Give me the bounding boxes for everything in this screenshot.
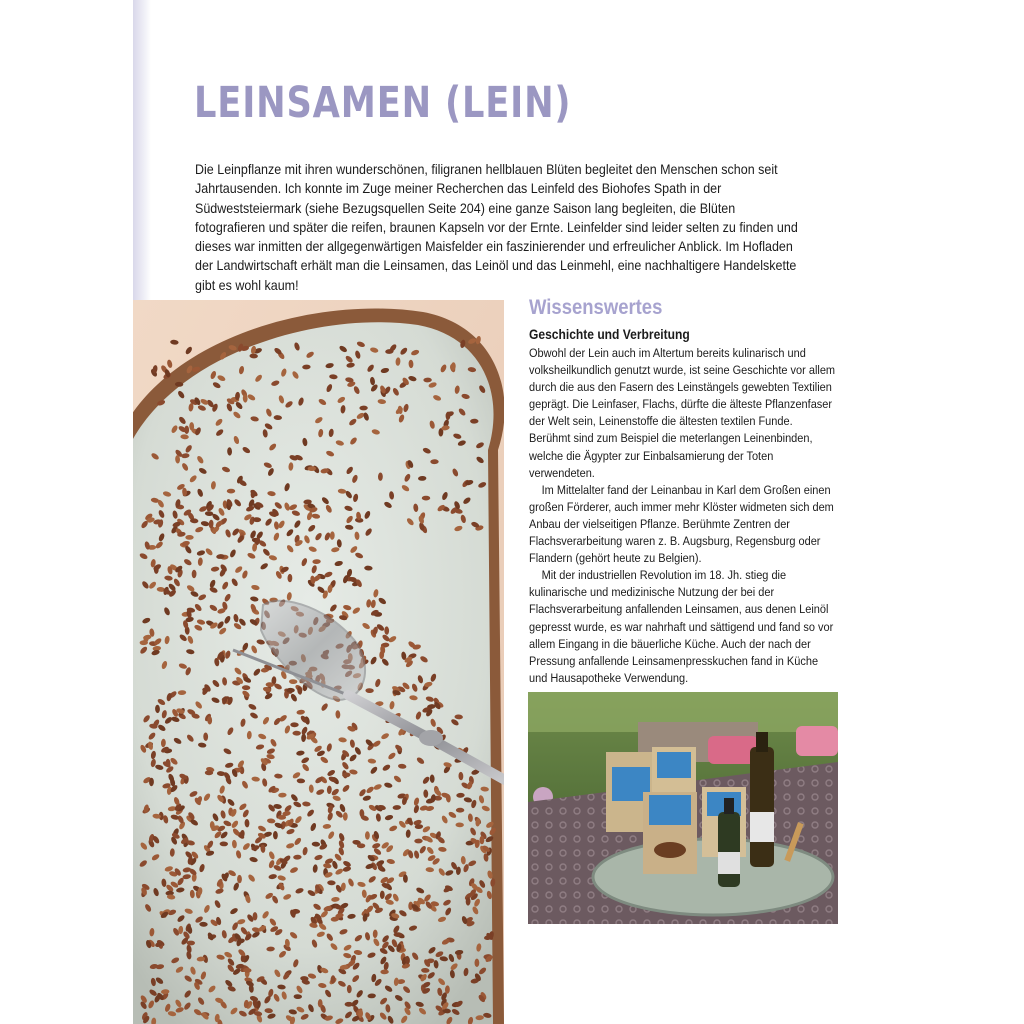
flax-products-photo (528, 692, 838, 924)
flaxseed-photo (133, 300, 504, 1024)
body-paragraph-3: Mit der industriellen Revolution im 18. Jh. stieg die kulinarische und medizinische Nutzung der bei der Flachsverarbeitung anfallenden Leinsamen, aus denen Leinöl gepresst wurde, es war nahrhaft und sättigend und fand so vor allem Eingang in die bäuerliche Küche. Auch der nach der Pressung anfallende Leinsamenpresskuchen fand in Küche und Hausapotheke Verwendung. (529, 568, 834, 685)
page-margin (0, 0, 133, 1024)
flaxseed (237, 875, 242, 883)
page-title: LEINSAMEN (LEIN) (194, 78, 572, 128)
flaxseed (422, 496, 430, 501)
flaxseed (480, 836, 485, 844)
flaxseed (227, 489, 235, 494)
flaxseed (365, 831, 370, 839)
body-paragraph-1: Obwohl der Lein auch im Altertum bereits kulinarisch und volksheilkundlich genutzt wurde, ist seine Geschichte vor allem durch die aus den Fasern des Leinstängels gewebten Textilien geprägt. Die Leinfaser, Flachs, dürfte die älteste Pflanzenfaser der Welt sein, Leinenstoffe die ältesten textilen Funde. Berühmt sind zum Beispiel die meterlangen Leinenbinden, welche die Ägypter zur Einbalsamierung der Toten verwendeten. (529, 346, 836, 480)
intro-text (195, 160, 802, 295)
body-paragraph-2: Im Mittelalter fand der Leinanbau in Karl dem Großen einen großen Förderer, auch immer mehr Klöster widmeten sich dem Anbau der vielseitigen Pflanze. Berühmte Zentren der Flachsverarbeitung waren z. B. Augsburg, Regensburg oder Flandern (gehört heute zu Belgien). (529, 482, 834, 566)
flaxseed-photo-svg (133, 300, 504, 1024)
flaxseed (185, 535, 193, 540)
intro-paragraph: Die Leinpflanze mit ihren wunderschönen, filigranen hellblauen Blüten begleitet den Menschen schon seit Jahrtausenden. Ich konnte im Zuge meiner Recherchen das Leinfeld des Biohofes Spath in der Südweststeiermark (siehe Bezugsquellen Seite 204) eine ganze Saison lang begleiten, die Blüten fotografieren und später die reifen, braunen Kapseln vor der Ernte. Leinfelder sind leider selten zu finden und dieses war inmitten der allgegenwärtigen Maisfelder ein faszinierender und erfreulicher Anblick. Im Hofladen der Landwirtschaft erhält man die Leinsamen, das Leinöl und das Leinmehl, eine nachhaltigere Handelskette gibt es wohl kaum! (195, 162, 798, 293)
oil-bottle (750, 747, 774, 867)
flaxseed (456, 808, 464, 813)
section-body (529, 345, 837, 687)
flaxseed (345, 1002, 353, 1007)
flax-products-photo-svg (528, 692, 838, 924)
section-subtitle: Geschichte und Verbreitung (529, 327, 690, 342)
flaxseed (475, 959, 480, 967)
flaxseed (187, 941, 195, 946)
section-title: Wissenswertes (529, 296, 663, 319)
oil-bottle (718, 812, 740, 887)
page-edge-accent (133, 0, 151, 300)
flaxseed (318, 999, 323, 1007)
